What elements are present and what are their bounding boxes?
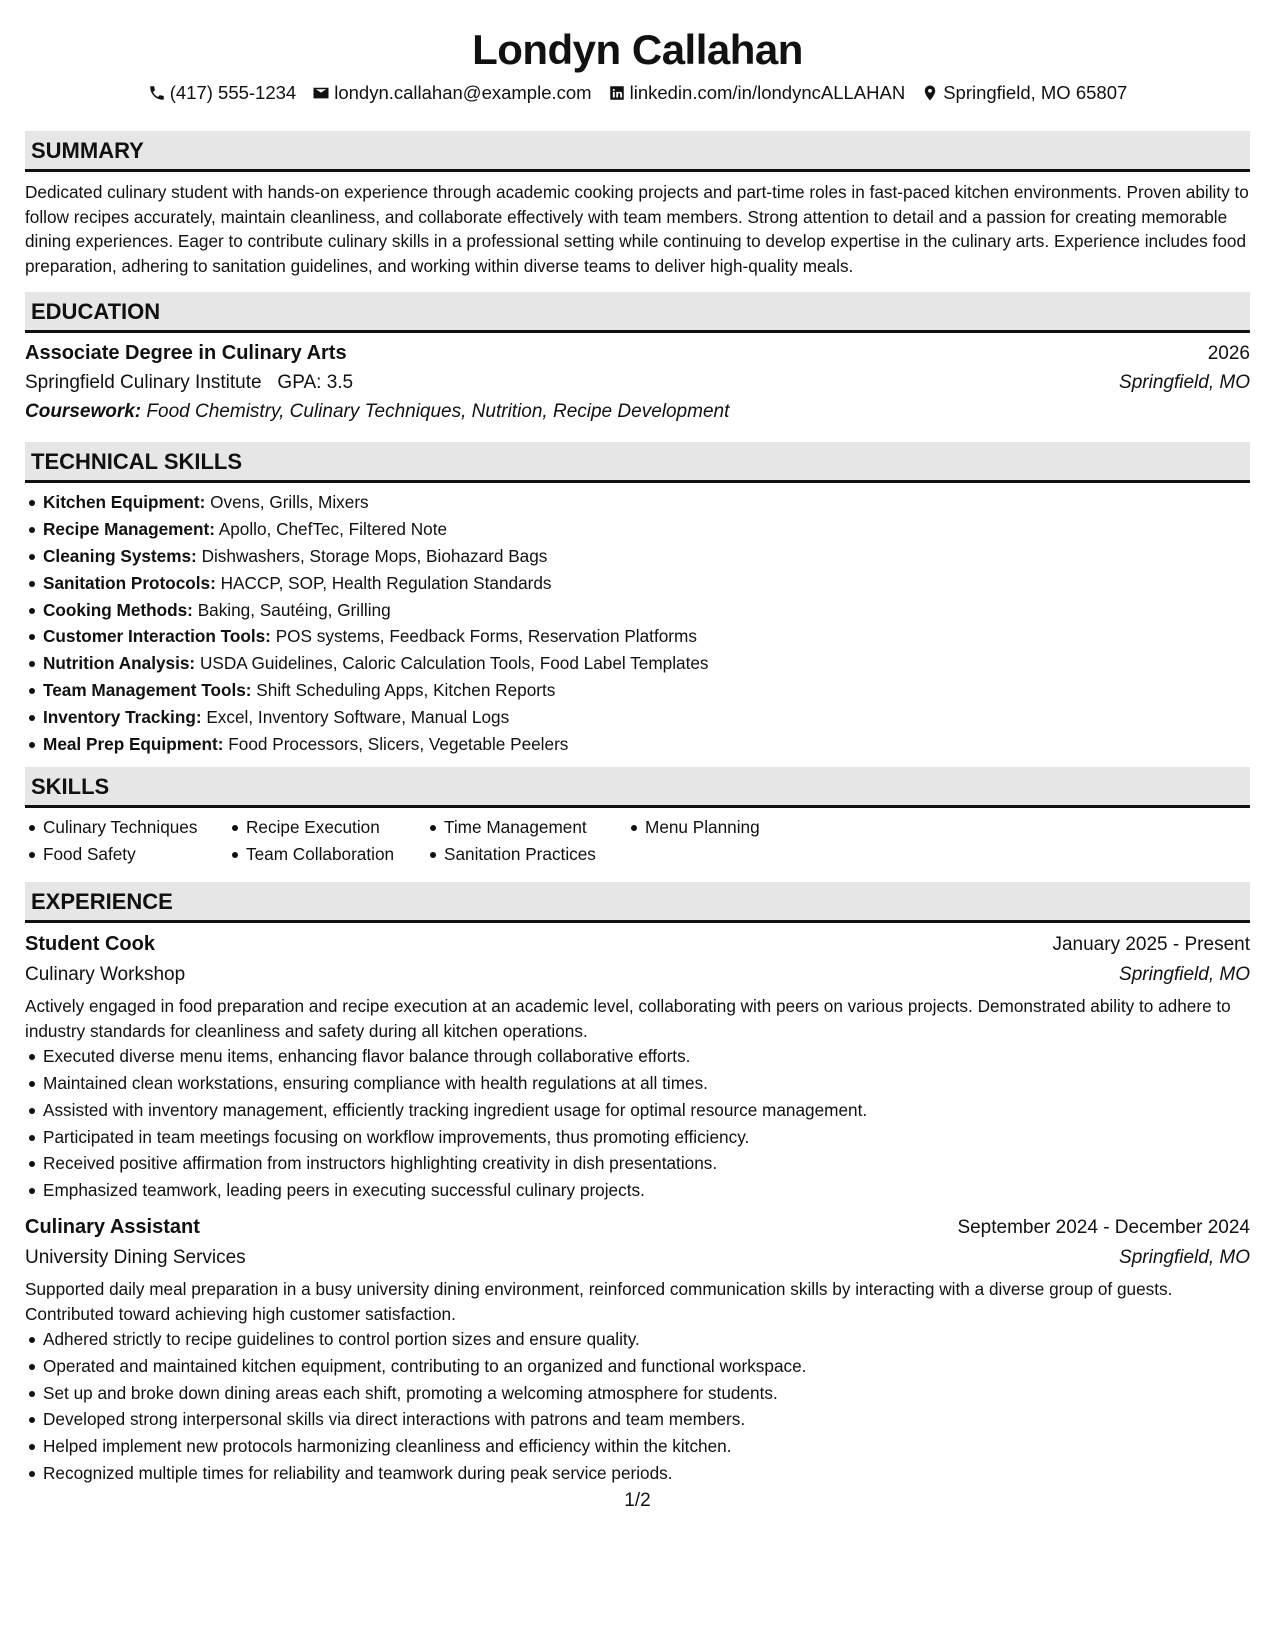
- job-description: Supported daily meal preparation in a busy university dining environment, reinforced communication skills by interacting with a diverse group of guests. Contributed toward achieving high customer satisfaction.: [25, 1278, 1173, 1324]
- list-item: Meal Prep Equipment: Food Processors, Slicers, Vegetable Peelers: [25, 731, 1250, 758]
- contact-linkedin[interactable]: [608, 81, 906, 105]
- location-text: Springfield, MO 65807: [943, 82, 1128, 103]
- contact-phone: [148, 81, 297, 105]
- list-item: Developed strong interpersonal skills via direct interactions with patrons and team members.: [25, 1406, 1250, 1433]
- email-text[interactable]: londyn.callahan@example.com: [334, 82, 592, 103]
- list-item: Adhered strictly to recipe guidelines to control portion sizes and ensure quality.: [25, 1326, 1250, 1353]
- coursework-label: Coursework:: [25, 401, 142, 423]
- candidate-name: Londyn Callahan: [472, 26, 803, 73]
- list-item: Nutrition Analysis: USDA Guidelines, Caloric Calculation Tools, Food Label Templates: [25, 650, 1250, 677]
- contact-location: [921, 81, 1127, 105]
- gpa: GPA: 3.5: [277, 372, 354, 394]
- skill-item: Menu Planning: [627, 814, 827, 841]
- list-item: Received positive affirmation from instructors highlighting creativity in dish presentations.: [25, 1150, 1250, 1177]
- envelope-icon: [312, 84, 330, 102]
- skill-item: Time Management: [426, 814, 627, 841]
- phone-text: (417) 555-1234: [169, 82, 297, 103]
- job-dates: January 2025 - Present: [1052, 933, 1250, 955]
- linkedin-icon: [608, 84, 626, 102]
- company-name: University Dining Services: [25, 1246, 246, 1268]
- linkedin-text[interactable]: linkedin.com/in/londyncALLAHAN: [629, 82, 906, 103]
- phone-icon: [148, 84, 166, 102]
- resume-page: [25, 0, 1250, 1487]
- degree-title: Associate Degree in Culinary Arts: [25, 342, 347, 365]
- skills-grid: [25, 814, 1250, 868]
- technical-skills-list: [25, 489, 1250, 757]
- section-heading-skills: SKILLS: [25, 767, 1250, 808]
- list-item: Set up and broke down dining areas each shift, promoting a welcoming atmosphere for students.: [25, 1380, 1250, 1407]
- job-title: Student Cook: [25, 932, 155, 955]
- section-heading-summary: SUMMARY: [25, 131, 1250, 172]
- job-description: Actively engaged in food preparation and recipe execution at an academic level, collaborating with peers on various projects. Demonstrated ability to adhere to industry standards for cleanliness and safety during all kitchen operations.: [25, 995, 1231, 1041]
- job-dates: September 2024 - December 2024: [957, 1216, 1250, 1238]
- map-pin-icon: [921, 84, 939, 102]
- section-heading-education: EDUCATION: [25, 292, 1250, 333]
- list-item: Maintained clean workstations, ensuring compliance with health regulations at all times.: [25, 1070, 1250, 1097]
- school-name: Springfield Culinary Institute: [25, 372, 262, 394]
- skill-item: Recipe Execution: [228, 814, 426, 841]
- list-item: Recognized multiple times for reliability and teamwork during peak service periods.: [25, 1460, 1250, 1487]
- page-number: 1/2: [624, 1490, 651, 1511]
- list-item: Customer Interaction Tools: POS systems, Feedback Forms, Reservation Platforms: [25, 623, 1250, 650]
- job-entry: [25, 1212, 1250, 1487]
- skill-item: Food Safety: [25, 841, 228, 868]
- list-item: Cleaning Systems: Dishwashers, Storage Mops, Biohazard Bags: [25, 543, 1250, 570]
- list-item: Cooking Methods: Baking, Sautéing, Grilling: [25, 597, 1250, 624]
- company-name: Culinary Workshop: [25, 963, 186, 985]
- job-location: Springfield, MO: [1119, 1246, 1250, 1268]
- coursework-list: Food Chemistry, Culinary Techniques, Nutrition, Recipe Development: [146, 401, 730, 423]
- education-entry: [25, 339, 1250, 426]
- list-item: Sanitation Protocols: HACCP, SOP, Health Regulation Standards: [25, 570, 1250, 597]
- list-item: Team Management Tools: Shift Scheduling Apps, Kitchen Reports: [25, 677, 1250, 704]
- job-entry: [25, 929, 1250, 1204]
- list-item: Participated in team meetings focusing on workflow improvements, thus promoting efficiency.: [25, 1124, 1250, 1151]
- school-line: [25, 368, 353, 397]
- list-item: Assisted with inventory management, efficiently tracking ingredient usage for optimal resource management.: [25, 1097, 1250, 1124]
- section-heading-technical-skills: TECHNICAL SKILLS: [25, 442, 1250, 483]
- job-location: Springfield, MO: [1119, 963, 1250, 985]
- list-item: Kitchen Equipment: Ovens, Grills, Mixers: [25, 489, 1250, 516]
- job-title: Culinary Assistant: [25, 1215, 200, 1238]
- coursework-line: [25, 397, 1250, 426]
- section-heading-experience: EXPERIENCE: [25, 882, 1250, 923]
- list-item: Executed diverse menu items, enhancing flavor balance through collaborative efforts.: [25, 1043, 1250, 1070]
- contact-bar: [25, 81, 1250, 105]
- list-item: Inventory Tracking: Excel, Inventory Software, Manual Logs: [25, 704, 1250, 731]
- skill-item: Sanitation Practices: [426, 841, 627, 868]
- job-bullets: [25, 1326, 1250, 1487]
- school-location: Springfield, MO: [1119, 372, 1250, 394]
- list-item: Helped implement new protocols harmonizing cleanliness and efficiency within the kitchen.: [25, 1433, 1250, 1460]
- list-item: Emphasized teamwork, leading peers in executing successful culinary projects.: [25, 1177, 1250, 1204]
- contact-email[interactable]: [312, 81, 591, 105]
- graduation-year: 2026: [1207, 343, 1250, 365]
- skill-item: Culinary Techniques: [25, 814, 228, 841]
- job-bullets: [25, 1043, 1250, 1204]
- skill-item: Team Collaboration: [228, 841, 426, 868]
- list-item: Recipe Management: Apollo, ChefTec, Filtered Note: [25, 516, 1250, 543]
- list-item: Operated and maintained kitchen equipment, contributing to an organized and functional workspace.: [25, 1353, 1250, 1380]
- summary-text: Dedicated culinary student with hands-on experience through academic cooking projects and part-time roles in fast-paced kitchen environments. Proven ability to follow recipes accurately, maintain cleanliness, and collaborate effectively with team members. Strong attention to detail and a passion for creating memorable dining experiences. Eager to contribute culinary skills in a professional setting while continuing to develop expertise in the culinary arts. Experience includes food preparation, adhering to sanitation guidelines, and working within diverse teams to deliver high-quality meals.: [25, 182, 1249, 276]
